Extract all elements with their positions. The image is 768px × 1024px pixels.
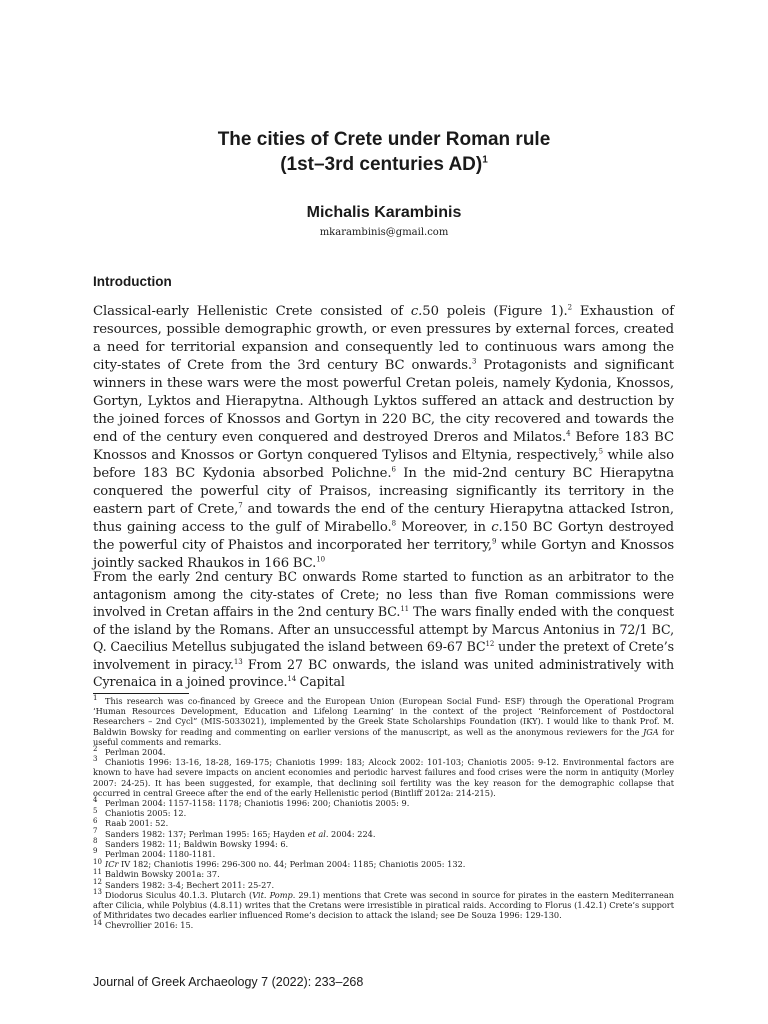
footnote: $^7$ Sanders 1982: 137; Perlman 1995: 165; Hayden et al. 2004: 224. xyxy=(93,826,376,839)
title-footnote-ref[interactable]: 1 xyxy=(482,154,488,166)
footnote-ref[interactable]: 10 xyxy=(316,555,325,564)
footnote-ref[interactable]: 6 xyxy=(391,465,396,474)
footnote: $^3$ Chaniotis 1996: 13-16, 18-28, 169-175; Chaniotis 1999: 183; Alcock 2002: 101-103; Chaniotis 2005: 9-12. Environmental factors are known to have had severe impacts on ancient economies and periodic harvest failures and food crises were the norm in antiquity (Morley 2007: 24-25). It has been suggested, for example, that declining soil fertility was the key reason for the demographic collapse that occurred in central Greece after the end of the early Hellenistic period (Bintliff 2012a: 214-215). xyxy=(93,755,674,798)
footnote: $^{13}$ Diodorus Siculus 40.1.3. Plutarch (Vit. Pomp. 29.1) mentions that Crete was second in source for pirates in the eastern Mediterranean after Cilicia, while Polybius (4.8.11) writes that the Cretans were irresistible in piratical raids. According to Florus (1.42.1) Crete’s support of Mithridates two decades earlier influenced Rome’s decision to attack the island; see De Souza 1996: 129-130. xyxy=(93,888,674,921)
footnote-ref[interactable]: 9 xyxy=(492,537,497,546)
footnote-ref[interactable]: 3 xyxy=(472,357,477,366)
title-line-2-text: (1st–3rd centuries AD) xyxy=(280,154,483,175)
footnote: $^5$ Chaniotis 2005: 12. xyxy=(93,806,187,819)
section-heading-introduction: Introduction xyxy=(93,274,172,289)
footnote: $^{11}$ Baldwin Bowsky 2001a: 37. xyxy=(93,867,220,880)
paragraph-1: Classical-early Hellenistic Crete consisted of c.50 poleis (Figure 1).$^2$ Exhaustion of resources, possible demographic growth, or even pressures by external forces, created a need for territorial expansion and consequently led to continuous wars among the city-states of Crete from the 3rd century BC onwards.$^3$ Protagonists and significant winners in these wars were the most powerful Cretan poleis, namely Kydonia, Knossos, Gortyn, Lyktos and Hierapytna. Although Lyktos suffered an attack and destruction by the joined forces of Knossos and Gortyn in 220 BC, the city recovered and towards the end of the century even conquered and destroyed Dreros and Milatos.$^4$ Before 183 BC Knossos and Knossos or Gortyn conquered Tylisos and Eltynia, respectively,$^5$ while also before 183 BC Kydonia absorbed Polichne.$^6$ In the mid-2nd century BC Hierapytna conquered the powerful city of Praisos, increasing significantly its territory in the eastern part of Crete,$^7$ and towards the end of the century Hierapytna attacked Istron, thus gaining access to the gulf of Mirabello.$^8$ Moreover, in c.150 BC Gortyn destroyed the powerful city of Phaistos and incorporated her territory,$^9$ while Gortyn and Knossos jointly sacked Rhaukos in 166 BC.$^{10}$ xyxy=(93,303,674,571)
title-line-1: The cities of Crete under Roman rule xyxy=(217,129,551,150)
footnotes xyxy=(93,696,674,931)
footnote: $^4$ Perlman 2004: 1157-1158: 1178; Chaniotis 1996: 200; Chaniotis 2005: 9. xyxy=(93,796,410,809)
footnote-ref[interactable]: 2 xyxy=(567,303,572,312)
footnote: $^{10}$ ICr IV 182; Chaniotis 1996: 296-300 no. 44; Perlman 2004: 1185; Chaniotis 2005: 132. xyxy=(93,857,466,870)
paragraph-2: From the early 2nd century BC onwards Rome started to function as an arbitrator to the antagonism among the city-states of Crete; no less than five Roman commissions were involved in Cretan affairs in the 2nd century BC.$^{11}$ The wars finally ended with the conquest of the island by the Romans. After an unsuccessful attempt by Marcus Antonius in 72/1 BC, Q. Caecilius Metellus subjugated the island between 69-67 BC$^{12}$ under the pretext of Crete’s involvement in piracy.$^{13}$ From 27 BC onwards, the island was united administratively with Cyrenaica in a joined province.$^{14}$ Capital xyxy=(93,569,674,689)
footnote: $^{14}$ Chevrollier 2016: 15. xyxy=(93,918,194,931)
journal-citation: Journal of Greek Archaeology 7 (2022): 233–268 xyxy=(93,975,364,989)
author-name: Michalis Karambinis xyxy=(306,204,462,221)
footnote: $^2$ Perlman 2004. xyxy=(93,745,166,758)
footnote-ref[interactable]: 8 xyxy=(391,519,396,528)
footnote: $^1$ This research was co-financed by Greece and the European Union (European Social Fund- ESF) through the Operational Program ‘Human Resources Development, Education and Lifelong Learning’ in the context of the project ‘Reinforcement of Postdoctoral Researchers – 2nd Cycl” (MIS-5033021), implemented by the Greek State Scholarships Foundation (IKY). I would like to thank Prof. M. Baldwin Bowsky for reading and commenting on earlier versions of the manuscript, as well as the anonymous reviewers for the JGA for useful comments and remarks. xyxy=(93,694,674,747)
footnote-ref[interactable]: 4 xyxy=(566,429,571,438)
footnote-ref[interactable]: 12 xyxy=(485,639,495,648)
footnote-ref[interactable]: 7 xyxy=(238,501,243,510)
footnote: $^{12}$ Sanders 1982: 3-4; Bechert 2011: 25-27. xyxy=(93,877,275,890)
footnote-separator xyxy=(93,693,189,694)
footnote-ref[interactable]: 5 xyxy=(598,447,603,456)
footnote-ref[interactable]: 11 xyxy=(400,604,410,613)
footnote: $^9$ Perlman 2004: 1180-1181. xyxy=(93,847,216,860)
footnote-ref[interactable]: 13 xyxy=(233,657,243,666)
paper-title xyxy=(0,127,768,177)
footnote: $^8$ Sanders 1982: 11; Baldwin Bowsky 1994: 6. xyxy=(93,837,289,849)
author-email[interactable]: mkarambinis@gmail.com xyxy=(319,227,449,238)
footnote: $^6$ Raab 2001: 52. xyxy=(93,816,169,829)
footnote-ref[interactable]: 14 xyxy=(287,674,297,683)
title-line-2 xyxy=(0,152,768,177)
